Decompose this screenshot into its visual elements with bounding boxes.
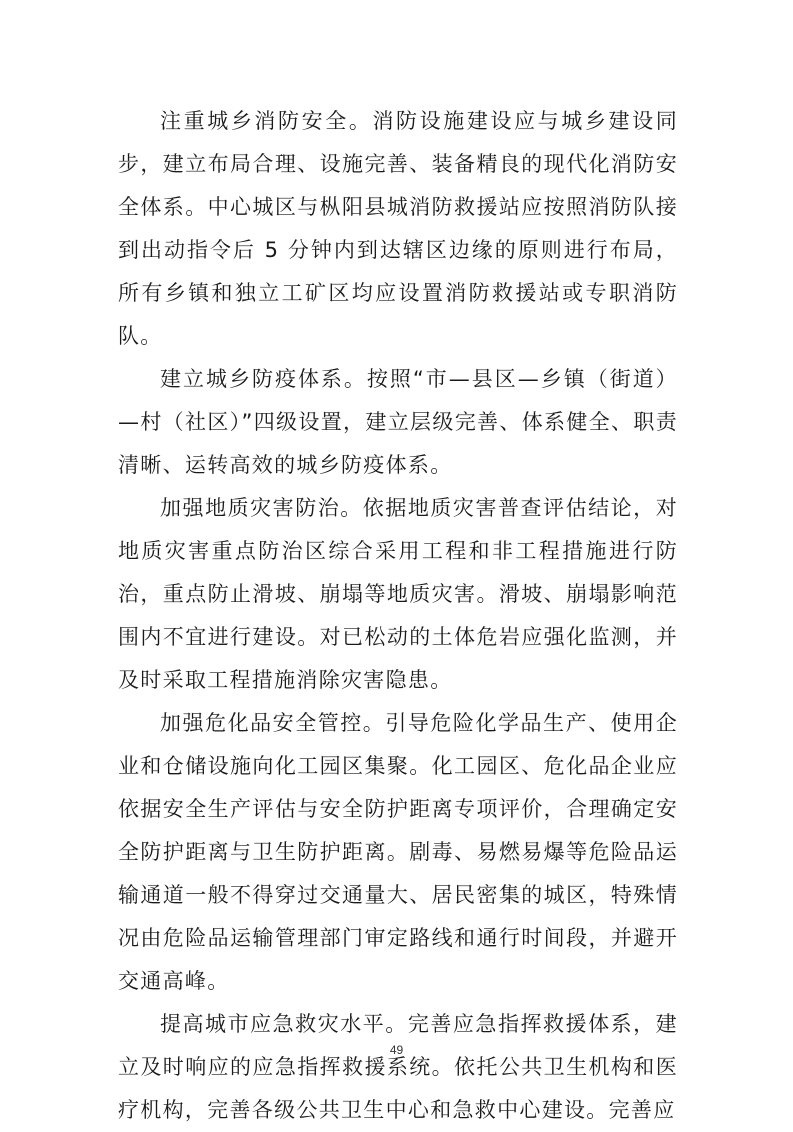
paragraph-heading: 加强危化品安全管控。	[160, 711, 386, 735]
page-number: 49	[389, 1043, 404, 1057]
paragraph-body: 按照“市—县区—乡镇（街道）—村（社区）”四级设置，建立层级完善、体系健全、职责清晰、运转高效的城乡防疫体系。	[118, 367, 678, 477]
paragraph-body: 消防设施建设应与城乡建设同步，建立布局合理、设施完善、装备精良的现代化消防安全体系。中心城区与枞阳县城消防救援站应按照消防队接到出动指令后 5 分钟内到达辖区边缘的原则进行布局，所有乡镇和独立工矿区均应设置消防救援站或专职消防队。	[118, 109, 679, 348]
paragraph-hazardous-chemicals	[118, 702, 678, 1003]
paragraph-geological-hazards	[118, 487, 678, 702]
paragraph-fire-safety	[118, 100, 678, 358]
paragraph-body: 完善应急指挥救援体系，建立及时响应的应急指挥救援系统。依托公共卫生机构和医疗机构，完善各级公共卫生中心和急救中心建设。完善应	[118, 1012, 678, 1122]
paragraph-body: 引导危险化学品生产、使用企业和仓储设施向化工园区集聚。化工园区、危化品企业应依据安全生产评估与安全防护距离专项评价，合理确定安全防护距离与卫生防护距离。剧毒、易燃易爆等危险品运输通道一般不得穿过交通量大、居民密集的城区，特殊情况由危险品运输管理部门审定路线和通行时间段，并避开交通高峰。	[118, 711, 679, 993]
paragraph-epidemic-prevention	[118, 358, 678, 487]
paragraph-heading: 提高城市应急救灾水平。	[160, 1012, 408, 1036]
paragraph-heading: 建立城乡防疫体系。	[160, 367, 367, 391]
paragraph-heading: 注重城乡消防安全。	[160, 109, 373, 133]
paragraph-emergency-rescue	[118, 1003, 678, 1132]
paragraph-body: 依据地质灾害普查评估结论，对地质灾害重点防治区综合采用工程和非工程措施进行防治，重点防止滑坡、崩塌等地质灾害。滑坡、崩塌影响范围内不宜进行建设。对已松动的土体危岩应强化监测，并及时采取工程措施消除灾害隐患。	[118, 496, 679, 692]
paragraph-heading: 加强地质灾害防治。	[160, 496, 363, 520]
page-content	[118, 100, 678, 1132]
